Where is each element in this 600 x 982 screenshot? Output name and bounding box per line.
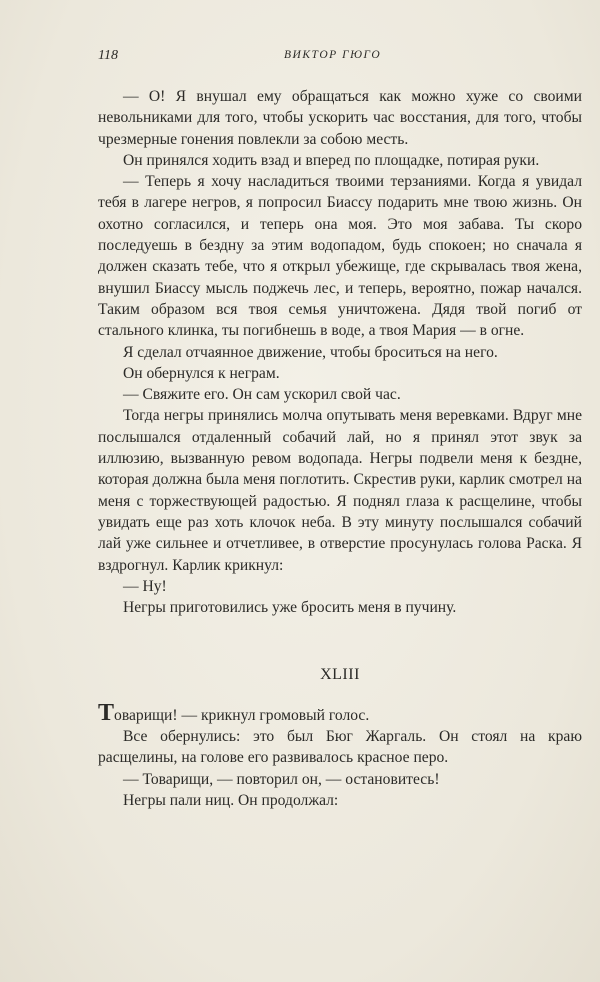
paragraph: Негры пали ниц. Он продолжал:: [123, 791, 339, 809]
drop-cap: Т: [98, 699, 115, 726]
paragraph: Он обернулся к неграм.: [123, 364, 280, 382]
paragraph: Тогда негры принялись молча опутывать меня веревками. Вдруг мне послышался отдаленный собачий лай, но я принял этот звук за иллюзию, вызванную ревом водопада. Негры подвели меня к бездне, которая должна была меня поглотить. Скрестив руки, карлик смотрел на меня с торжествующей радостью. Я поднял глаза к расщелине, чтобы увидать еще раз хоть клочок неба. В эту минуту послышался собачий лай уже сильнее и отчетливее, в отверстие просунулась голова Раска. Я вздрогнул. Карлик крикнул:: [98, 407, 582, 574]
page-number: 118: [98, 48, 118, 63]
paragraph: — Теперь я хочу насладиться твоими терзаниями. Когда я увидал тебя в лагере негров, я попросил Биассу подарить мне твою жизнь. Он охотно согласился, и теперь она моя. Это моя забава. Ты скоро последуешь в бездну за этим водопадом, будь спокоен; но сначала я должен сказать тебе, что я открыл убежище, где скрывалась твоя жена, внушил Биассу мысль поджечь лес, и теперь, вероятно, пожар начался. Таким образом вся твоя семья уничтожена. Дядя твой погиб от стального клинка, ты погибнешь в воде, а твоя Мария — в огне.: [98, 173, 582, 340]
running-head: ВИКТОР ГЮГО: [284, 49, 382, 61]
paragraph: — Свяжите его. Он сам ускорил свой час.: [123, 386, 401, 404]
chapter-first-paragraph: [98, 699, 582, 726]
chapter-heading: XLIII: [320, 666, 360, 684]
page-header: [98, 48, 580, 68]
paragraph: Он принялся ходить взад и вперед по площадке, потирая руки.: [123, 151, 540, 169]
paragraph: — О! Я внушал ему обращаться как можно хуже со своими невольниками для того, чтобы ускорить час восстания, для того, чтобы чрезмерные гонения повлекли за собою месть.: [98, 88, 582, 148]
paragraph: Я сделал отчаянное движение, чтобы броситься на него.: [123, 343, 498, 361]
paragraph: Негры приготовились уже бросить меня в пучину.: [123, 599, 457, 617]
paragraph: Все обернулись: это был Бюг Жаргаль. Он стоял на краю расщелины, на голове его развивалось красное перо.: [98, 728, 582, 767]
body-text: [98, 86, 582, 811]
first-paragraph-text: оварищи! — крикнул громовый голос.: [114, 706, 370, 724]
paragraph: — Ну!: [123, 577, 167, 595]
paragraph: — Товарищи, — повторил он, — остановитесь!: [123, 770, 440, 788]
